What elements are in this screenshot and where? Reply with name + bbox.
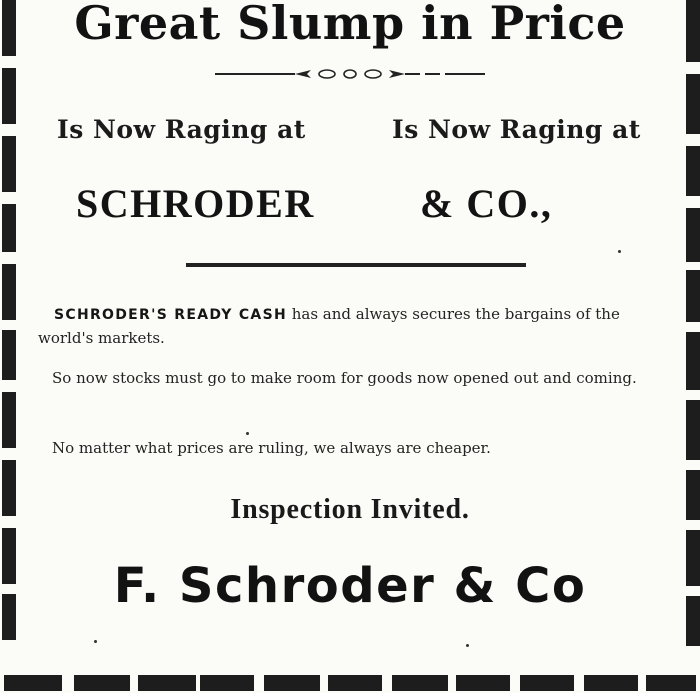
firm-name-left: SCHRODER [76,181,315,226]
headline: Great Slump in Price [74,0,626,50]
print-speck [466,644,469,647]
inspection-invitation: Inspection Invited. [230,494,470,525]
signature: F. Schroder & Co [113,558,587,614]
subline-left: Is Now Raging at [57,115,306,144]
firm-name-right: & CO., [420,181,553,226]
horizontal-rule [186,263,526,267]
ornament-divider-icon [215,66,485,82]
bottom-border-strip [0,671,700,693]
print-speck [94,640,97,643]
print-speck [618,250,621,253]
paragraph-prices: No matter what prices are ruling, we always are cheaper. [52,439,491,457]
print-speck [246,432,249,435]
paragraph-ready-cash-lead: SCHRODER'S READY CASH [54,307,287,323]
paragraph-ready-cash [38,303,668,350]
subline-right: Is Now Raging at [392,115,641,144]
paragraph-stocks: So now stocks must go to make room for goods now opened out and coming. [52,369,637,387]
paragraph-ready-cash-rest: has and always secures the bargains of the world's markets. [38,305,620,347]
